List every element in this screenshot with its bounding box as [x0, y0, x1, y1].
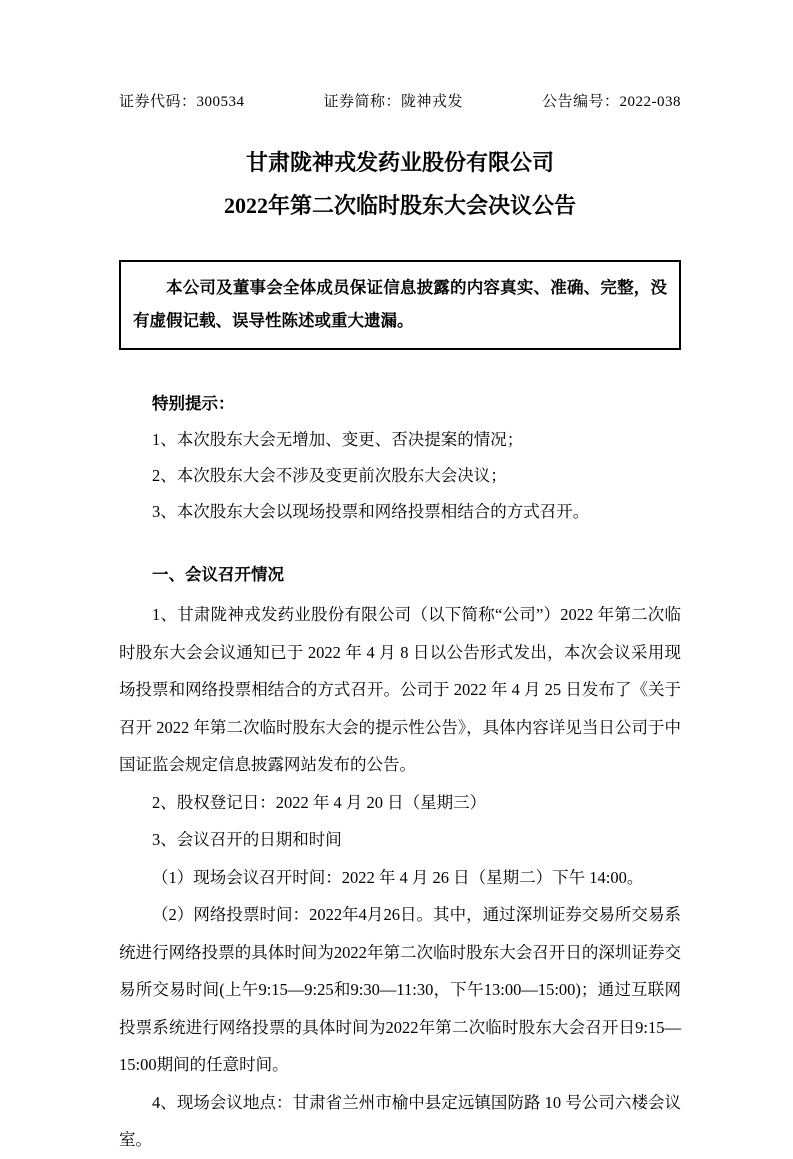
paragraph-online-voting-time: （2）网络投票时间：2022年4月26日。其中，通过深圳证券交易所交易系统进行网络投票的具体时间为2022年第二次临时股东大会召开日的深圳证券交易所交易时间(上午9:15—9:25和9:30—11:30，下午13:00—15:00)；通过互联网投票系统进行网络投票的具体时间为2022年第二次临时股东大会召开日9:15—15:00期间的任意时间。 — [119, 905, 681, 1074]
paragraph-meeting-datetime-heading: 3、会议召开的日期和时间 — [152, 830, 342, 849]
disclaimer-text: 本公司及董事会全体成员保证信息披露的内容真实、准确、完整，没有虚假记载、误导性陈述或重大遗漏。 — [133, 278, 667, 330]
special-notice-heading: 特别提示： — [152, 394, 235, 413]
document-title-line1: 甘肃陇神戎发药业股份有限公司 — [245, 150, 554, 175]
paragraph-meeting-location: 4、现场会议地点：甘肃省兰州市榆中县定远镇国防路 10 号公司六楼会议室。 — [119, 1092, 681, 1149]
special-notice-item-1: 1、本次股东大会无增加、变更、否决提案的情况； — [152, 430, 524, 449]
document-title-line2: 2022年第二次临时股东大会决议公告 — [223, 193, 576, 218]
paragraph-meeting-notice: 1、甘肃陇神戎发药业股份有限公司（以下简称“公司”）2022 年第二次临时股东大会会议通知已于 2022 年 4 月 8 日以公告形式发出，本次会议采用现场投票和网络投票相结合的方式召开。公司于 2022 年 4 月 25 日发布了《关于召开 2022 年第二次临时股东大会的提示性公告》，具体内容详见当日公司于中国证监会规定信息披露网站发布的公告。 — [119, 605, 681, 774]
meeting-convening-section — [119, 556, 681, 1159]
announcement-number: 公告编号：2022-038 — [542, 94, 681, 110]
paragraph-record-date: 2、股权登记日：2022 年 4 月 20 日（星期三） — [152, 792, 487, 812]
stock-code: 证券代码：300534 — [119, 94, 245, 110]
section-heading: 一、会议召开情况 — [152, 565, 284, 584]
stock-name: 证券简称：陇神戎发 — [323, 94, 464, 110]
special-notice-section — [119, 386, 681, 530]
document-header — [119, 90, 681, 111]
special-notice-item-2: 2、本次股东大会不涉及变更前次股东大会决议； — [152, 466, 507, 485]
document-title — [119, 141, 681, 227]
special-notice-item-3: 3、本次股东大会以现场投票和网络投票相结合的方式召开。 — [152, 502, 590, 521]
disclaimer-box — [119, 260, 681, 350]
paragraph-onsite-time: （1）现场会议召开时间：2022 年 4 月 26 日（星期二）下午 14:00。 — [152, 867, 644, 887]
